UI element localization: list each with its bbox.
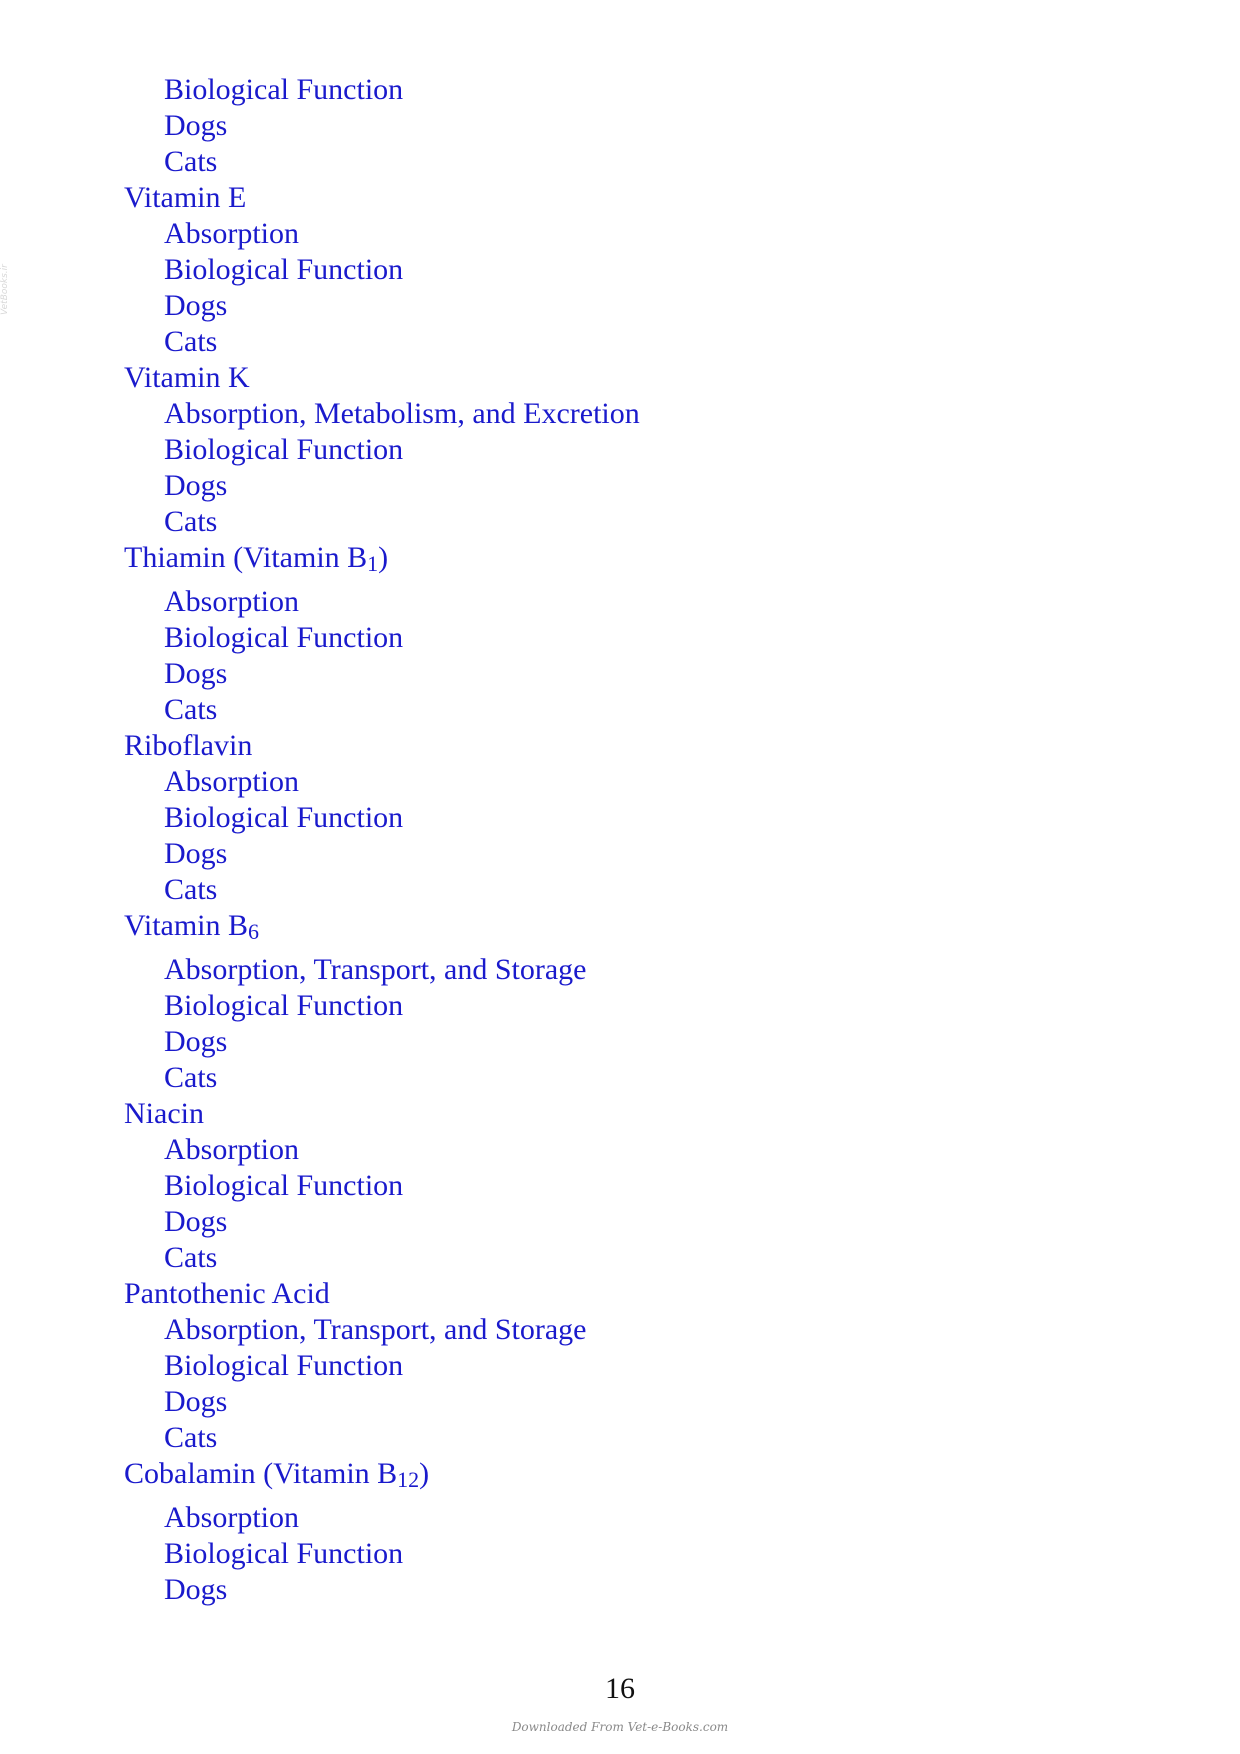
toc-entry-subscript: 1	[367, 551, 379, 576]
toc-subsection-link[interactable]	[0, 656, 1240, 692]
toc-subsection-link[interactable]	[0, 504, 1240, 540]
toc-entry-text: Biological Function	[164, 801, 404, 834]
toc-entry-text: Biological Function	[164, 1169, 404, 1202]
toc-entry-text: Dogs	[164, 1025, 228, 1058]
toc-entry-text: Biological Function	[164, 253, 404, 286]
toc-entry-text: Absorption	[164, 1501, 299, 1534]
toc-subsection-link[interactable]	[0, 988, 1240, 1024]
toc-section-link[interactable]	[0, 180, 1240, 216]
toc-entry-text: Vitamin E	[124, 181, 247, 214]
toc-entry-text: Absorption, Metabolism, and Excretion	[164, 397, 640, 430]
toc-entry-text: Dogs	[164, 657, 228, 690]
table-of-contents	[0, 72, 1240, 1608]
toc-entry-text: Cats	[164, 505, 218, 538]
toc-entry-text: Dogs	[164, 837, 228, 870]
toc-section-link[interactable]	[0, 1276, 1240, 1312]
toc-entry-text: Cats	[164, 1241, 218, 1274]
toc-entry-text: Biological Function	[164, 73, 404, 106]
toc-entry-subscript: 6	[248, 919, 260, 944]
toc-entry-text: Pantothenic Acid	[124, 1277, 330, 1310]
toc-subsection-link[interactable]	[0, 692, 1240, 728]
toc-entry-text: Absorption	[164, 765, 299, 798]
toc-section-link[interactable]	[0, 1096, 1240, 1132]
toc-entry-suffix: )	[378, 541, 389, 574]
toc-entry-text: Dogs	[164, 109, 228, 142]
toc-subsection-link[interactable]	[0, 1240, 1240, 1276]
toc-entry-subscript: 12	[397, 1467, 420, 1492]
toc-subsection-link[interactable]	[0, 1348, 1240, 1384]
toc-entry-text: Biological Function	[164, 1537, 404, 1570]
toc-subsection-link[interactable]	[0, 1132, 1240, 1168]
toc-subsection-link[interactable]	[0, 1420, 1240, 1456]
toc-entry-text: Absorption	[164, 1133, 299, 1166]
toc-entry-text: Cats	[164, 873, 218, 906]
side-watermark: VetBooks.ir	[0, 264, 10, 315]
footer-watermark: Downloaded From Vet-e-Books.com	[511, 1720, 729, 1734]
toc-entry-text: Biological Function	[164, 989, 404, 1022]
toc-subsection-link[interactable]	[0, 1384, 1240, 1420]
toc-subsection-link[interactable]	[0, 108, 1240, 144]
toc-subsection-link[interactable]	[0, 144, 1240, 180]
page-number: 16	[605, 1672, 635, 1705]
toc-subsection-link[interactable]	[0, 72, 1240, 108]
toc-subsection-link[interactable]	[0, 1168, 1240, 1204]
toc-entry-text: Dogs	[164, 289, 228, 322]
toc-subsection-link[interactable]	[0, 1572, 1240, 1608]
toc-entry-text: Cats	[164, 693, 218, 726]
toc-entry-text: Absorption, Transport, and Storage	[164, 953, 587, 986]
toc-entry-text: Dogs	[164, 469, 228, 502]
toc-section-link[interactable]	[0, 540, 1240, 584]
toc-entry-text: Absorption	[164, 585, 299, 618]
toc-entry-text: Riboflavin	[124, 729, 253, 762]
toc-entry-suffix: )	[419, 1457, 430, 1490]
toc-subsection-link[interactable]	[0, 800, 1240, 836]
toc-subsection-link[interactable]	[0, 952, 1240, 988]
toc-entry-text: Absorption	[164, 217, 299, 250]
toc-entry-text: Niacin	[124, 1097, 204, 1130]
toc-subsection-link[interactable]	[0, 468, 1240, 504]
toc-entry-text: Cats	[164, 145, 218, 178]
toc-subsection-link[interactable]	[0, 324, 1240, 360]
toc-entry-text: Biological Function	[164, 621, 404, 654]
toc-entry-text: Cats	[164, 325, 218, 358]
toc-entry-text: Cobalamin (Vitamin B	[124, 1457, 398, 1490]
toc-entry-text: Cats	[164, 1421, 218, 1454]
toc-subsection-link[interactable]	[0, 1024, 1240, 1060]
toc-subsection-link[interactable]	[0, 432, 1240, 468]
toc-subsection-link[interactable]	[0, 764, 1240, 800]
toc-entry-text: Dogs	[164, 1385, 228, 1418]
toc-subsection-link[interactable]	[0, 836, 1240, 872]
toc-subsection-link[interactable]	[0, 1500, 1240, 1536]
toc-subsection-link[interactable]	[0, 396, 1240, 432]
toc-subsection-link[interactable]	[0, 1536, 1240, 1572]
toc-subsection-link[interactable]	[0, 1204, 1240, 1240]
toc-section-link[interactable]	[0, 728, 1240, 764]
toc-subsection-link[interactable]	[0, 584, 1240, 620]
toc-subsection-link[interactable]	[0, 620, 1240, 656]
toc-section-link[interactable]	[0, 1456, 1240, 1500]
toc-entry-text: Biological Function	[164, 433, 404, 466]
toc-subsection-link[interactable]	[0, 288, 1240, 324]
toc-subsection-link[interactable]	[0, 252, 1240, 288]
toc-section-link[interactable]	[0, 908, 1240, 952]
toc-subsection-link[interactable]	[0, 872, 1240, 908]
toc-entry-text: Absorption, Transport, and Storage	[164, 1313, 587, 1346]
toc-subsection-link[interactable]	[0, 1312, 1240, 1348]
toc-entry-text: Dogs	[164, 1573, 228, 1606]
toc-entry-text: Vitamin K	[124, 361, 250, 394]
toc-subsection-link[interactable]	[0, 216, 1240, 252]
toc-entry-text: Dogs	[164, 1205, 228, 1238]
toc-entry-text: Biological Function	[164, 1349, 404, 1382]
toc-entry-text: Thiamin (Vitamin B	[124, 541, 368, 574]
toc-entry-text: Vitamin B	[124, 909, 249, 942]
toc-section-link[interactable]	[0, 360, 1240, 396]
toc-entry-text: Cats	[164, 1061, 218, 1094]
toc-subsection-link[interactable]	[0, 1060, 1240, 1096]
